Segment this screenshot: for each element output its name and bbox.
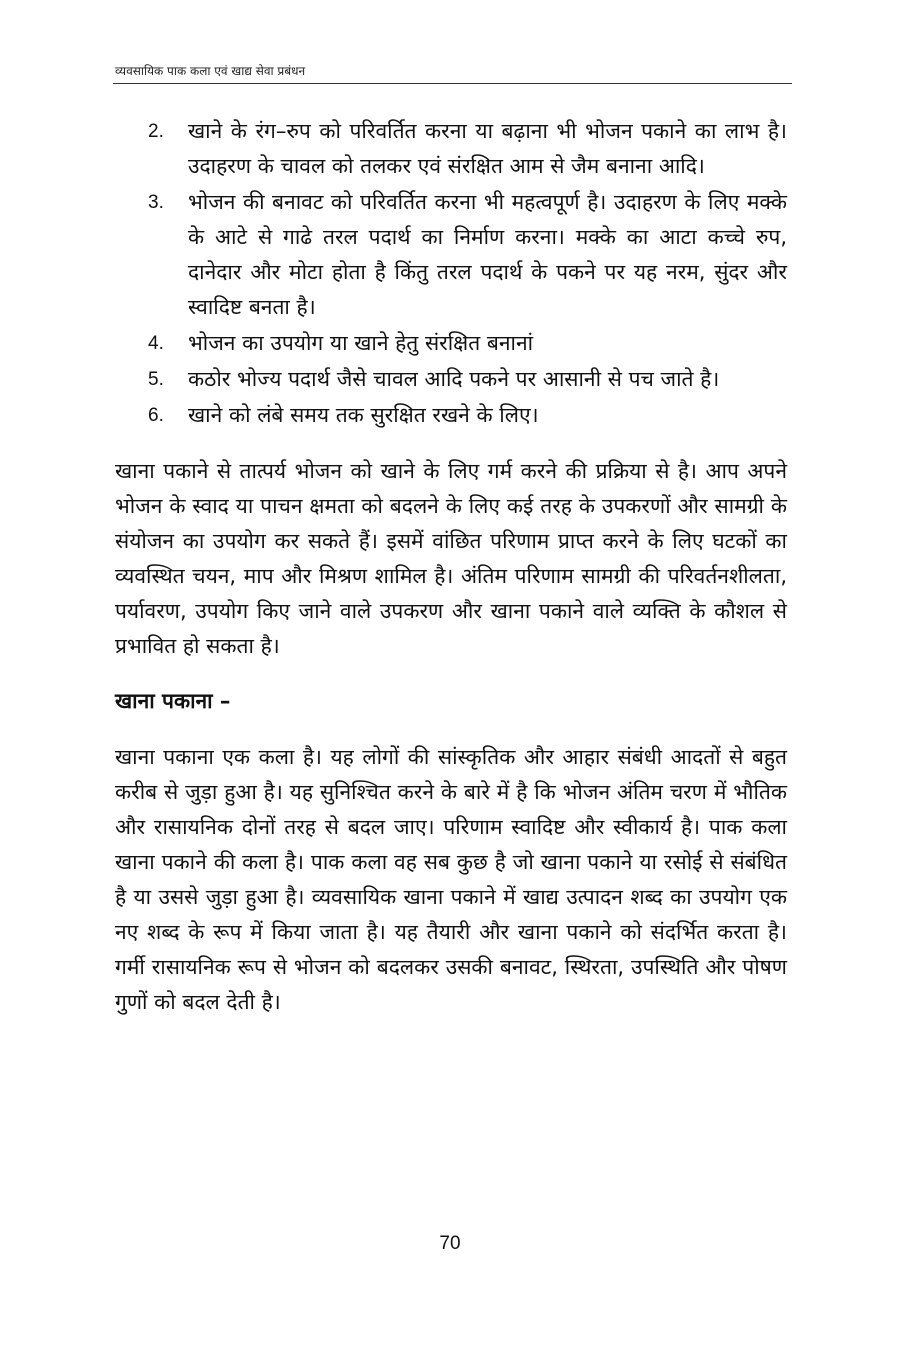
list-item (115, 398, 787, 433)
page-content (115, 114, 787, 1020)
list-item-text: भोजन की बनावट को परिवर्तित करना भी महत्वपूर्ण है। उदाहरण के लिए मक्के के आटे से गाढे तरल पदार्थ का निर्माण करना। मक्के का आटा कच्चे रुप, दानेदार और मोटा होता है किंतु तरल पदार्थ के पकने पर यह नरम, सुंदर और स्वादिष्ट बनता है। (188, 190, 787, 319)
list-item-text: भोजन का उपयोग या खाने हेतु संरक्षित बनानां (188, 331, 534, 355)
body-paragraph: खाना पकाने से तात्पर्य भोजन को खाने के लिए गर्म करने की प्रक्रिया से है। आप अपने भोजन के स्वाद या पाचन क्षमता को बदलने के लिए कई तरह के उपकरणों और सामग्री के संयोजन का उपयोग कर सकते हैं। इसमें वांछित परिणाम प्राप्त करने के लिए घटकों का व्यवस्थित चयन, माप और मिश्रण शामिल है। अंतिम परिणाम सामग्री की परिवर्तनशीलता, पर्यावरण, उपयोग किए जाने वाले उपकरण और खाना पकाने वाले व्यक्ति के कौशल से प्रभावित हो सकता है। (115, 459, 787, 658)
list-item-number: 3. (148, 192, 164, 213)
list-item-number: 6. (148, 405, 164, 426)
list-item-number: 4. (148, 333, 164, 354)
list-item-text: खाने के रंग–रुप को परिवर्तित करना या बढ़ाना भी भोजन पकाने का लाभ है। उदाहरण के चावल को तलकर एवं संरक्षित आम से जैम बनाना आदि। (188, 119, 787, 178)
list-item (115, 326, 787, 361)
list-item (115, 362, 787, 397)
list-item-text: कठोर भोज्य पदार्थ जैसे चावल आदि पकने पर आसानी से पच जाते है। (188, 367, 720, 391)
list-item-text: खाने को लंबे समय तक सुरक्षित रखने के लिए। (188, 403, 539, 427)
section-heading: खाना पकाना – (115, 689, 231, 713)
numbered-list (115, 114, 787, 433)
body-paragraph: खाना पकाना एक कला है। यह लोगों की सांस्कृतिक और आहार संबंधी आदतों से बहुत करीब से जुड़ा हुआ है। यह सुनिश्चित करने के बारे में है कि भोजन अंतिम चरण में भौतिक और रासायनिक दोनों तरह से बदल जाए। परिणाम स्वादिष्ट और स्वीकार्य है। पाक कला खाना पकाने की कला है। पाक कला वह सब कुछ है जो खाना पकाने या रसोई से संबंधित है या उससे जुड़ा हुआ है। व्यवसायिक खाना पकाने में खाद्य उत्पादन शब्द का उपयोग एक नए शब्द के रूप में किया जाता है। यह तैयारी और खाना पकाने को संदर्भित करता है। गर्मी रासायनिक रूप से भोजन को बदलकर उसकी बनावट, स्थिरता, उपस्थिति और पोषण गुणों को बदल देती है। (115, 745, 787, 1014)
header-divider (113, 83, 792, 84)
list-item (115, 185, 787, 325)
list-item-number: 5. (148, 369, 164, 390)
page-number: 70 (439, 1233, 461, 1254)
list-item (115, 114, 787, 184)
running-header: व्यवसायिक पाक कला एवं खाद्य सेवा प्रबंधन (115, 64, 306, 78)
list-item-number: 2. (148, 121, 164, 142)
